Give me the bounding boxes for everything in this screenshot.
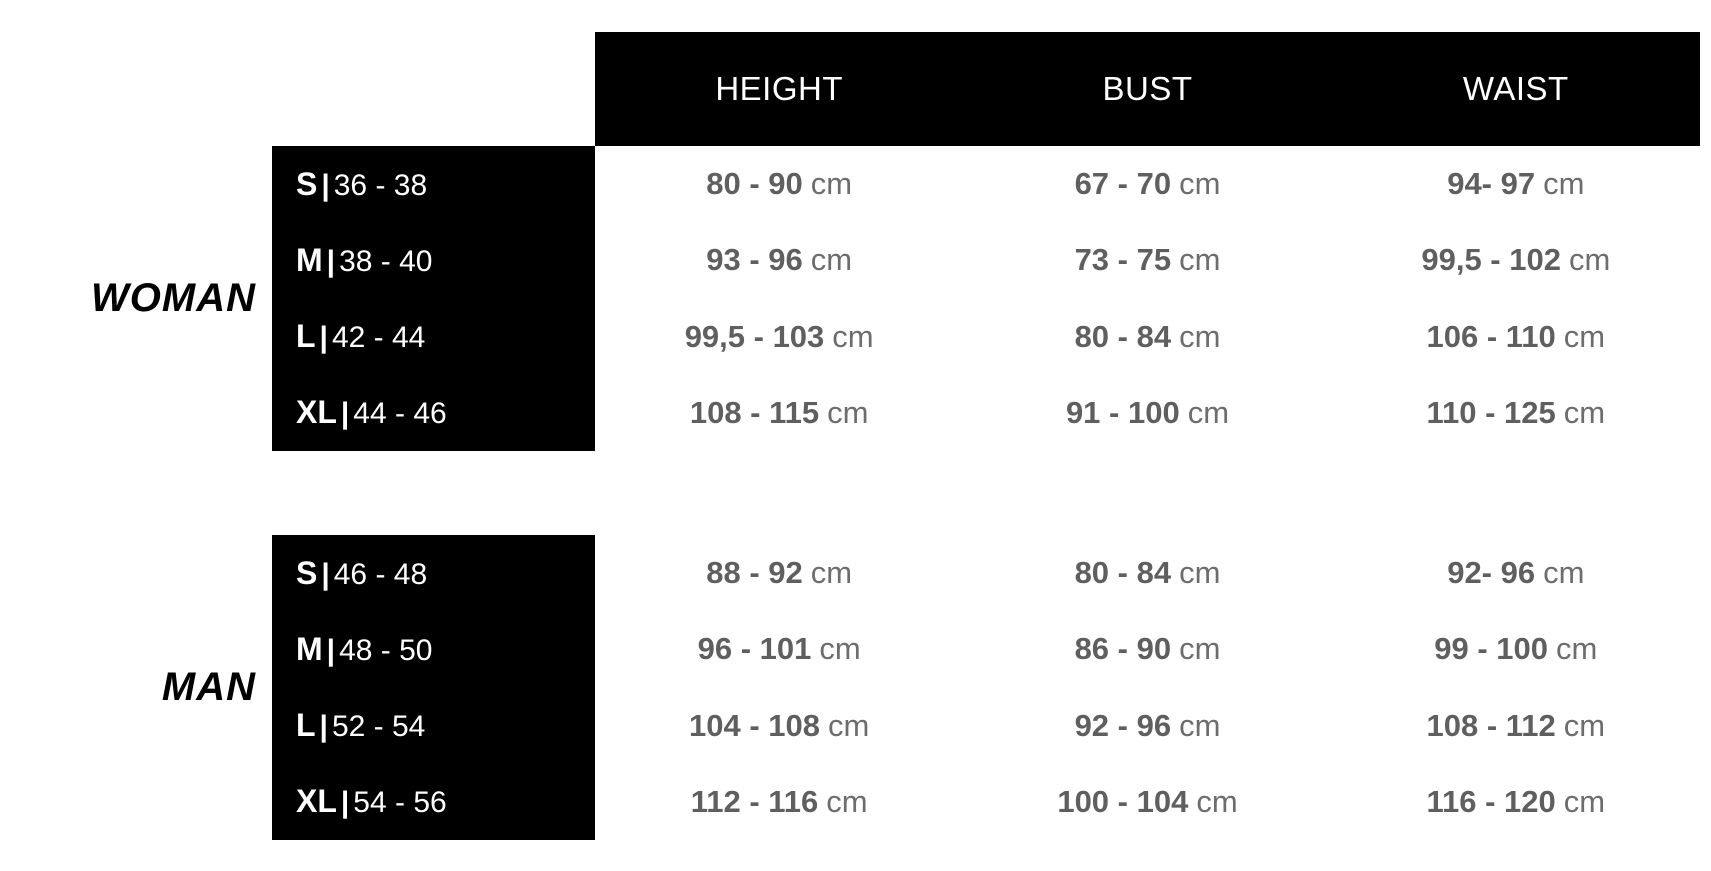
height-value: 80 - 90 <box>706 166 803 202</box>
bust-value: 67 - 70 <box>1074 166 1172 202</box>
rows-woman <box>272 146 1700 451</box>
height-value: 93 - 96 <box>706 242 803 278</box>
cell-bust <box>963 631 1331 667</box>
cell-waist <box>1332 784 1700 820</box>
waist-unit: cm <box>1543 166 1585 202</box>
cell-bust <box>963 784 1331 820</box>
cell-size <box>272 783 595 820</box>
size-letter: XL <box>296 394 337 431</box>
cell-bust <box>963 166 1331 202</box>
bust-unit: cm <box>1179 555 1221 591</box>
size-eu: 38 - 40 <box>339 244 433 278</box>
cell-waist <box>1332 242 1700 278</box>
bust-unit: cm <box>1187 394 1230 430</box>
cell-size <box>272 394 595 431</box>
waist-unit: cm <box>1563 707 1606 743</box>
cell-waist <box>1332 555 1700 591</box>
cell-height <box>595 166 963 202</box>
height-value: 108 - 115 <box>689 394 820 430</box>
cell-waist <box>1332 631 1700 667</box>
table-row <box>272 146 1700 222</box>
bust-unit: cm <box>1179 318 1221 354</box>
cell-height <box>595 784 963 820</box>
height-value: 88 - 92 <box>706 555 803 591</box>
cell-height <box>595 708 963 744</box>
size-eu: 54 - 56 <box>353 786 447 820</box>
bust-value: 92 - 96 <box>1074 707 1172 743</box>
bust-unit: cm <box>1179 242 1221 278</box>
bust-unit: cm <box>1196 783 1238 819</box>
group-label-man: MAN <box>161 665 256 709</box>
bust-unit: cm <box>1179 631 1221 667</box>
cell-waist <box>1332 395 1700 431</box>
cell-height <box>595 395 963 431</box>
cell-size <box>272 242 595 279</box>
column-header-height: HEIGHT <box>715 70 843 107</box>
waist-value: 108 - 112 <box>1426 707 1556 743</box>
height-unit: cm <box>810 242 853 278</box>
size-separator: | <box>326 633 336 667</box>
size-letter: L <box>296 318 316 355</box>
bust-unit: cm <box>1179 707 1221 743</box>
cell-height <box>595 555 963 591</box>
size-separator: | <box>319 710 328 744</box>
size-separator: | <box>319 321 328 355</box>
cell-bust <box>963 242 1331 278</box>
cell-bust <box>963 708 1331 744</box>
height-unit: cm <box>827 394 869 430</box>
waist-value: 94- 97 <box>1447 166 1536 202</box>
cell-size <box>272 631 595 668</box>
table-row <box>272 222 1700 298</box>
size-separator: | <box>326 244 336 278</box>
table-row <box>272 764 1700 840</box>
waist-unit: cm <box>1556 631 1598 667</box>
waist-unit: cm <box>1563 783 1606 819</box>
height-unit: cm <box>810 555 853 591</box>
cell-height <box>595 319 963 355</box>
waist-unit: cm <box>1543 555 1585 591</box>
size-letter: S <box>296 165 318 202</box>
size-eu: 42 - 44 <box>331 321 426 355</box>
size-letter: XL <box>296 783 337 820</box>
waist-value: 110 - 125 <box>1426 394 1556 430</box>
size-separator: | <box>321 557 330 591</box>
cell-height <box>595 242 963 278</box>
waist-unit: cm <box>1563 394 1606 430</box>
group-label-woman: WOMAN <box>91 276 256 320</box>
size-separator: | <box>321 168 330 202</box>
table-row <box>272 535 1700 611</box>
size-separator: | <box>340 397 350 431</box>
cell-size <box>272 707 595 744</box>
table-row <box>272 299 1700 375</box>
cell-bust <box>963 555 1331 591</box>
table-row <box>272 688 1700 764</box>
waist-value: 99 - 100 <box>1434 631 1549 667</box>
column-header-bust: BUST <box>1102 70 1193 107</box>
rows-man <box>272 535 1700 840</box>
bust-value: 86 - 90 <box>1074 631 1172 667</box>
column-header-waist: WAIST <box>1462 70 1569 107</box>
height-unit: cm <box>832 318 874 354</box>
height-unit: cm <box>810 166 853 202</box>
size-letter: L <box>296 707 316 744</box>
waist-value: 116 - 120 <box>1426 783 1556 819</box>
height-unit: cm <box>828 707 870 743</box>
table-row <box>272 611 1700 687</box>
cell-waist <box>1332 166 1700 202</box>
bust-value: 100 - 104 <box>1057 783 1189 819</box>
waist-value: 106 - 110 <box>1426 318 1556 354</box>
cell-size <box>272 166 595 203</box>
cell-size <box>272 555 595 592</box>
cell-waist <box>1332 319 1700 355</box>
bust-unit: cm <box>1179 166 1221 202</box>
height-value: 104 - 108 <box>689 707 820 743</box>
waist-unit: cm <box>1563 318 1606 354</box>
cell-bust <box>963 395 1331 431</box>
waist-value: 92- 96 <box>1447 555 1536 591</box>
bust-value: 73 - 75 <box>1074 242 1172 278</box>
waist-value: 99,5 - 102 <box>1421 242 1561 278</box>
cell-bust <box>963 319 1331 355</box>
section-woman <box>0 146 1711 451</box>
table-row <box>272 375 1700 451</box>
size-letter: M <box>296 241 323 278</box>
bust-value: 91 - 100 <box>1065 394 1180 430</box>
size-eu: 36 - 38 <box>333 168 428 202</box>
cell-height <box>595 631 963 667</box>
size-eu: 52 - 54 <box>331 710 426 744</box>
size-separator: | <box>340 786 350 820</box>
height-value: 99,5 - 103 <box>684 318 825 354</box>
size-letter: M <box>296 630 323 667</box>
height-value: 96 - 101 <box>697 631 812 667</box>
size-eu: 44 - 46 <box>353 397 447 431</box>
bust-value: 80 - 84 <box>1074 555 1172 591</box>
cell-size <box>272 318 595 355</box>
table-header-row <box>595 32 1700 146</box>
height-value: 112 - 116 <box>690 783 819 819</box>
height-unit: cm <box>819 631 861 667</box>
waist-unit: cm <box>1568 242 1611 278</box>
size-letter: S <box>296 554 318 591</box>
height-unit: cm <box>826 783 868 819</box>
bust-value: 80 - 84 <box>1074 318 1172 354</box>
size-eu: 46 - 48 <box>333 557 428 591</box>
size-eu: 48 - 50 <box>339 633 433 667</box>
cell-waist <box>1332 708 1700 744</box>
section-man <box>0 535 1711 840</box>
